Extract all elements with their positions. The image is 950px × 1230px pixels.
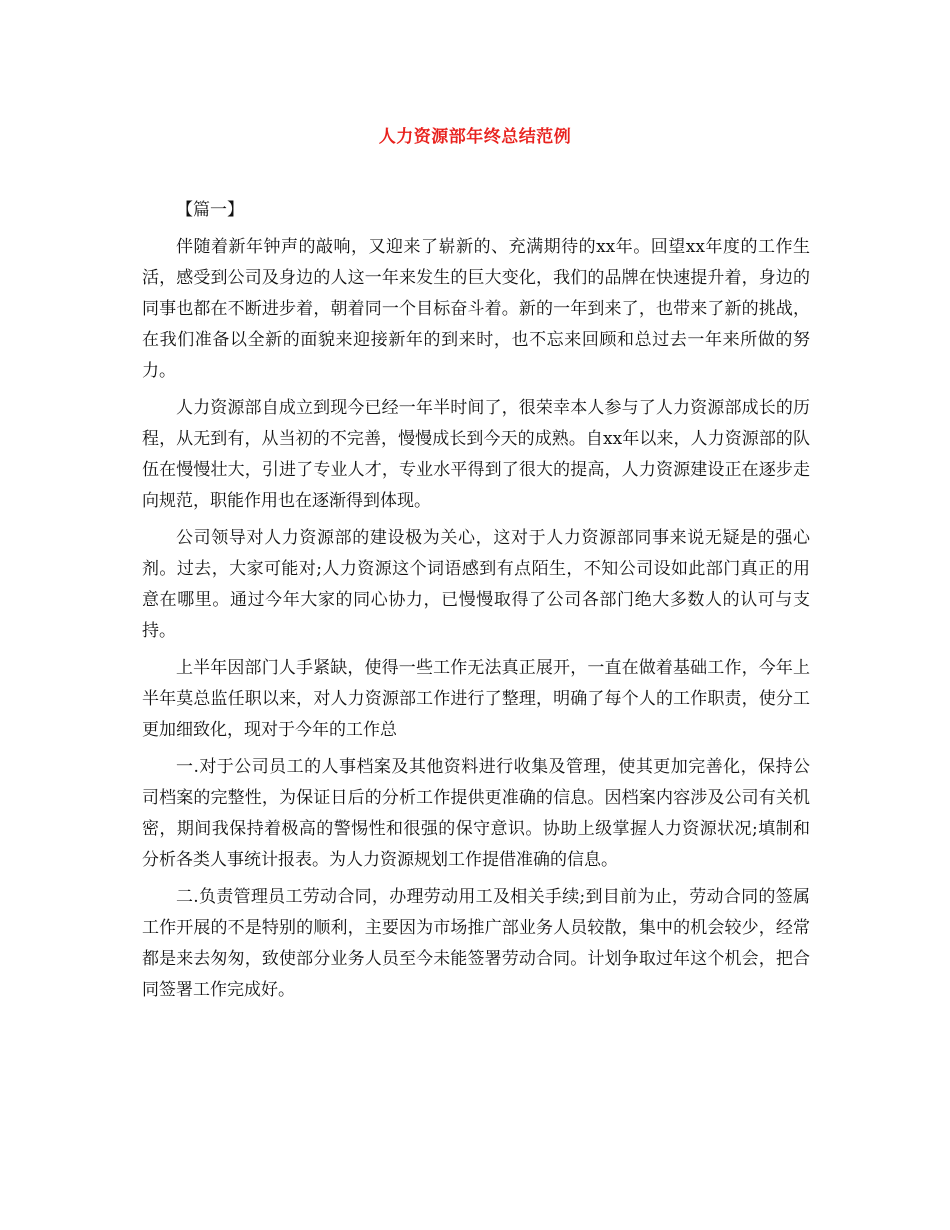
document-title: 人力资源部年终总结范例	[378, 127, 572, 147]
document-body	[142, 195, 810, 1012]
paragraph-item-one: 一.对于公司员工的人事档案及其他资料进行收集及管理，使其更加完善化，保持公司档案的完整性，为保证日后的分析工作提供更准确的信息。因档案内容涉及公司有关机密，期间我保持着极高的警惕性和很强的保守意识。协助上级掌握人力资源状况;填制和分析各类人事统计报表。为人力资源规划工作提借准确的信息。	[142, 757, 810, 870]
paragraph-first-half-year: 上半年因部门人手紧缺，使得一些工作无法真正展开，一直在做着基础工作，今年上半年莫总监任职以来，对人力资源部工作进行了整理，明确了每个人的工作职责，使分工更加细致化，现对于今年的工作总	[142, 658, 810, 740]
paragraph-department-history: 人力资源部自成立到现今已经一年半时间了，很荣幸本人参与了人力资源部成长的历程，从无到有，从当初的不完善，慢慢成长到今天的成熟。自xx年以来，人力资源部的队伍在慢慢壮大，引进了专业人才，专业水平得到了很大的提高，人力资源建设正在逐步走向规范，职能作用也在逐渐得到体现。	[142, 398, 810, 511]
paragraph-item-two: 二.负责管理员工劳动合同，办理劳动用工及相关手续;到目前为止，劳动合同的签属工作开展的不是特别的顺利，主要因为市场推广部业务人员较散，集中的机会较少，经常都是来去匆匆，致使部分业务人员至今未能签署劳动合同。计划争取过年这个机会，把合同签署工作完成好。	[142, 887, 810, 1000]
paragraph-intro: 伴随着新年钟声的敲响，又迎来了崭新的、充满期待的xx年。回望xx年度的工作生活，感受到公司及身边的人这一年来发生的巨大变化，我们的品牌在快速提升着，身边的同事也都在不断进步着，朝着同一个目标奋斗着。新的一年到来了，也带来了新的挑战，在我们准备以全新的面貌来迎接新年的到来时，也不忘来回顾和总过去一年来所做的努力。	[142, 237, 810, 381]
section-label: 【篇一】	[176, 200, 244, 220]
paragraph-leadership-support: 公司领导对人力资源部的建设极为关心，这对于人力资源部同事来说无疑是的强心剂。过去，大家可能对;人力资源这个词语感到有点陌生，不知公司设如此部门真正的用意在哪里。通过今年大家的同心协力，已慢慢取得了公司各部门绝大多数人的认可与支持。	[142, 528, 810, 641]
